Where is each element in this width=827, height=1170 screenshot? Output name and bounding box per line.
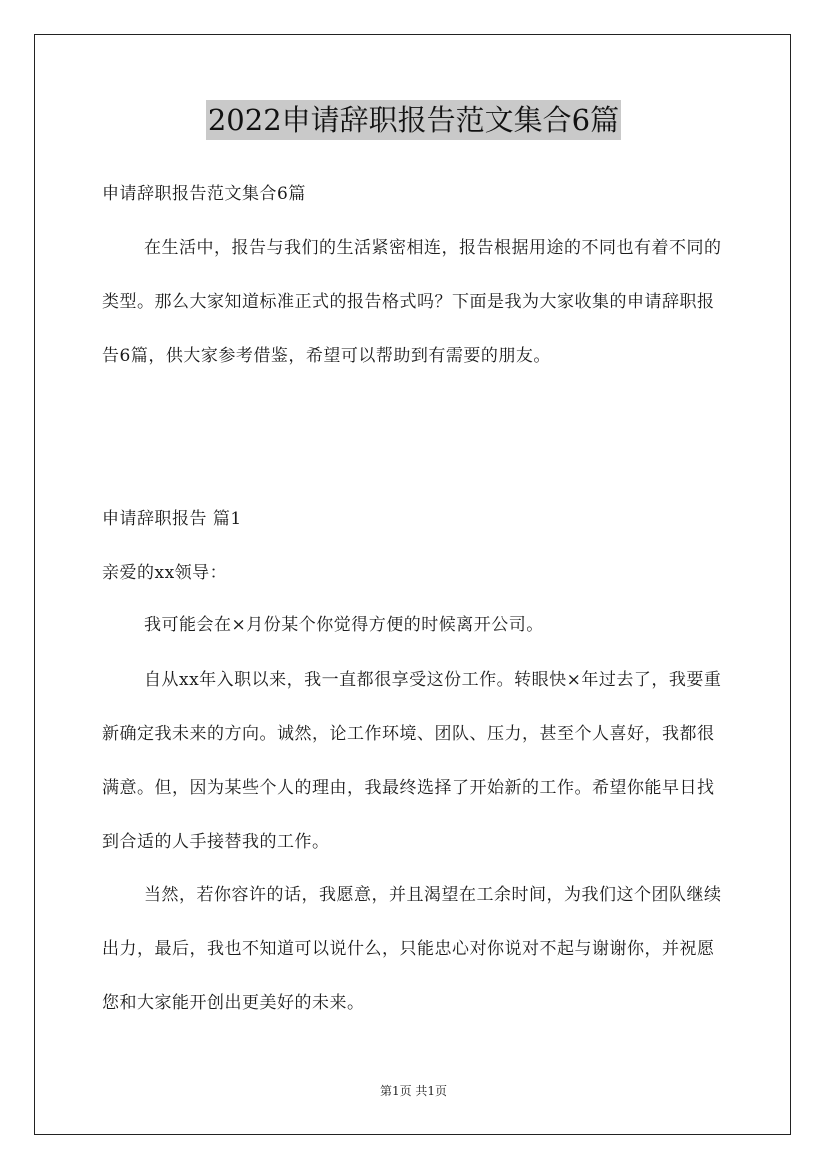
salutation: 亲爱的xx领导：: [102, 563, 228, 583]
body-paragraph: 当然，若你容许的话，我愿意，并且渴望在工余时间，为我们这个团队继续出力，最后，我也不知道可以说什么，只能忠心对你说对不起与谢谢你，并祝愿您和大家能开创出更美好的未来。: [102, 885, 722, 1013]
document-title: 2022申请辞职报告范文集合6篇: [206, 100, 621, 140]
title-container: [0, 100, 827, 140]
section-heading: 申请辞职报告 篇1: [102, 509, 242, 529]
document-subtitle: 申请辞职报告范文集合6篇: [102, 184, 306, 204]
body-paragraph: 我可能会在×月份某个你觉得方便的时候离开公司。: [144, 615, 544, 635]
body-paragraph: 自从xx年入职以来，我一直都很享受这份工作。转眼快×年过去了，我要重新确定我未来的方向。诚然，论工作环境、团队、压力，甚至个人喜好，我都很满意。但，因为某些个人的理由，我最终选择了开始新的工作。希望你能早日找到合适的人手接替我的工作。: [102, 670, 722, 852]
page-footer: 第1页 共1页: [379, 1084, 448, 1098]
intro-paragraph: 在生活中，报告与我们的生活紧密相连，报告根据用途的不同也有着不同的类型。那么大家知道标准正式的报告格式吗？下面是我为大家收集的申请辞职报告6篇，供大家参考借鉴，希望可以帮助到有需要的朋友。: [102, 238, 722, 366]
